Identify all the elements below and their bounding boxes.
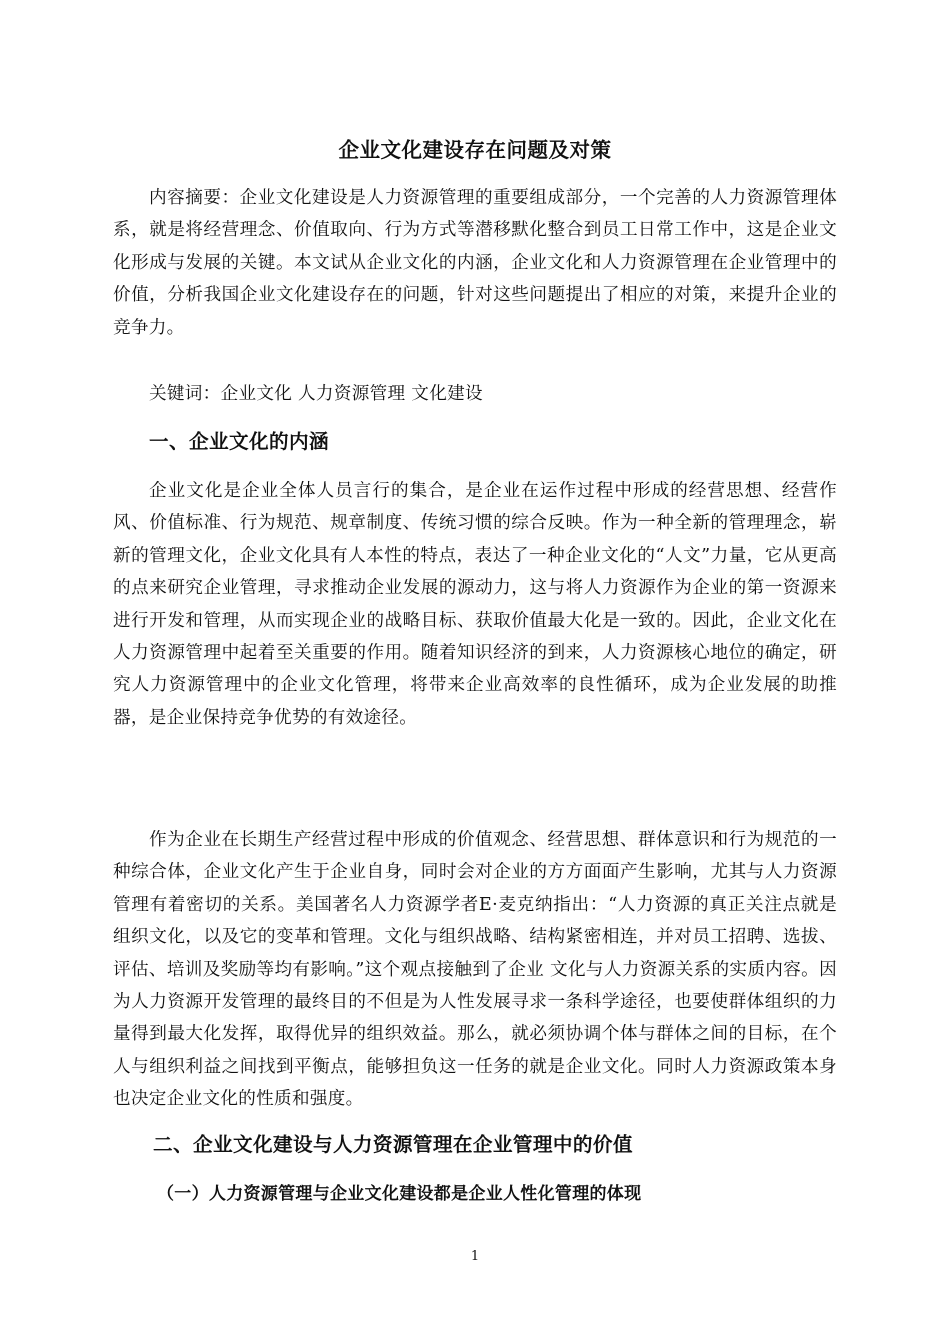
- body-paragraph: 作为企业在长期生产经营过程中形成的价值观念、经营思想、群体意识和行为规范的一种综合体，企业文化产生于企业自身，同时会对企业的方方面面产生影响，尤其与人力资源管理有着密切的关系。美国著名人力资源学者E·麦克纳指出：“人力资源的真正关注点就是组织文化，以及它的变革和管理。文化与组织战略、结构紧密相连，并对员工招聘、选拔、评估、培训及奖励等均有影响。”这个观点接触到了企业 文化与人力资源关系的实质内容。因为人力资源开发管理的最终目的不但是为人性发展寻求一条科学途径，也要使群体组织的力量得到最大化发挥，取得优异的组织效益。那么，就必须协调个体与群体之间的目标，在个人与组织利益之间找到平衡点，能够担负这一任务的就是企业文化。同时人力资源政策本身也决定企业文化的性质和强度。: [113, 830, 837, 1110]
- page-number: 1: [470, 1249, 480, 1264]
- abstract-paragraph: 内容摘要：企业文化建设是人力资源管理的重要组成部分，一个完善的人力资源管理体系，就是将经营理念、价值取向、行为方式等潜移默化整合到员工日常工作中，这是企业文化形成与发展的关键。本文试从企业文化的内涵，企业文化和人力资源管理在企业管理中的价值，分析我国企业文化建设存在的问题，针对这些问题提出了相应的对策，来提升企业的竞争力。: [113, 188, 837, 338]
- section-heading-2: 二、企业文化建设与人力资源管理在企业管理中的价值: [153, 1133, 633, 1156]
- keywords-line: 关键词：企业文化 人力资源管理 文化建设: [149, 384, 483, 404]
- subsection-heading: （一）人力资源管理与企业文化建设都是企业人性化管理的体现: [157, 1184, 642, 1204]
- section-heading-1: 一、企业文化的内涵: [149, 430, 329, 453]
- document-title: 企业文化建设存在问题及对策: [338, 138, 612, 162]
- document-page: [113, 0, 837, 1344]
- body-paragraph: 企业文化是企业全体人员言行的集合，是企业在运作过程中形成的经营思想、经营作风、价值标准、行为规范、规章制度、传统习惯的综合反映。作为一种全新的管理理念，崭新的管理文化，企业文化具有人本性的特点，表达了一种企业文化的“人文”力量，它从更高的点来研究企业管理，寻求推动企业发展的源动力，这与将人力资源作为企业的第一资源来进行开发和管理，从而实现企业的战略目标、获取价值最大化是一致的。因此，企业文化在人力资源管理中起着至关重要的作用。随着知识经济的到来，人力资源核心地位的确定，研究人力资源管理中的企业文化管理，将带来企业高效率的良性循环，成为企业发展的助推器，是企业保持竞争优势的有效途径。: [113, 481, 837, 728]
